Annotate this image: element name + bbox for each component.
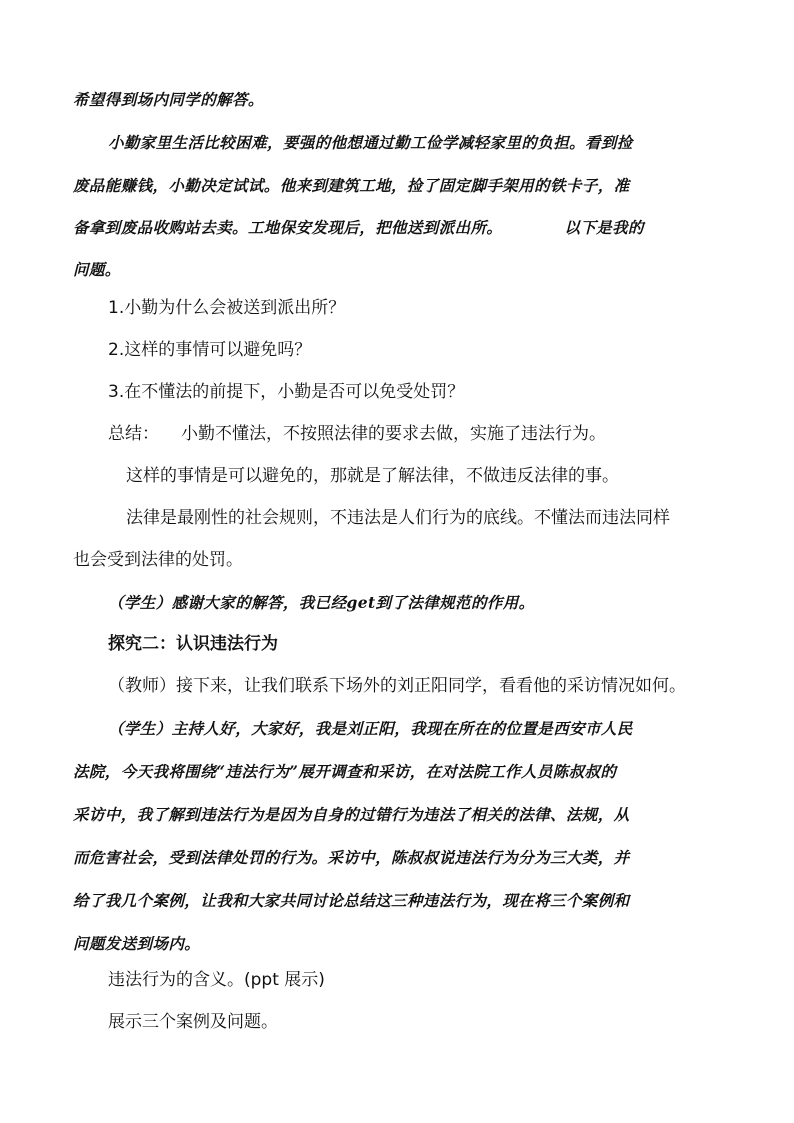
question-item: 1.小勤为什么会被送到派出所？ — [108, 298, 346, 318]
paragraph-line: 采访中，我了解到违法行为是因为自身的过错行为违法了相关的法律、法规，从 — [73, 805, 630, 824]
question-item: 2.这样的事情可以避免吗？ — [108, 340, 312, 360]
paragraph-line: 小勤家里生活比较困难，要强的他想通过勤工俭学减轻家里的负担。看到捡 — [108, 133, 633, 152]
paragraph-segment: 备拿到废品收购站去卖。工地保安发现后，把他送到派出所。 — [73, 218, 503, 237]
paragraph-segment: 以下是我的 — [564, 218, 644, 237]
summary-label: 总结： — [108, 424, 159, 444]
summary-text: 小勤不懂法，不按照法律的要求去做，实施了违法行为。 — [181, 424, 606, 444]
teacher-remark: （教师）接下来，让我们联系下场外的刘正阳同学，看看他的采访情况如何。 — [108, 676, 686, 696]
paragraph-line: 希望得到场内同学的解答。 — [73, 90, 264, 109]
paragraph-line: 展示三个案例及问题。 — [108, 1012, 278, 1032]
paragraph-line: 而危害社会，受到法律处罚的行为。采访中，陈叔叔说违法行为分为三大类，并 — [73, 848, 630, 867]
summary-line — [108, 422, 606, 446]
paragraph-line: 这样的事情是可以避免的，那就是了解法律，不做违反法律的事。 — [126, 466, 619, 486]
paragraph-line: 废品能赚钱，小勤决定试试。他来到建筑工地，捡了固定脚手架用的铁卡子，准 — [73, 176, 630, 195]
question-item: 3.在不懂法的前提下，小勤是否可以免受处罚？ — [108, 382, 465, 402]
student-remark: （学生）感谢大家的解答，我已经get到了法律规范的作用。 — [108, 593, 535, 612]
paragraph-line: 也会受到法律的处罚。 — [73, 550, 243, 570]
paragraph-line: 违法行为的含义。(ppt 展示) — [108, 970, 325, 990]
paragraph-line: 法院，今天我将围绕“违法行为”展开调查和采访，在对法院工作人员陈叔叔的 — [73, 762, 617, 781]
paragraph-line: 问题发送到场内。 — [73, 934, 201, 953]
paragraph-line: （学生）主持人好，大家好，我是刘正阳，我现在所在的位置是西安市人民 — [108, 719, 633, 738]
paragraph-line: 法律是最刚性的社会规则，不违法是人们行为的底线。不懂法而违法同样 — [126, 508, 670, 528]
paragraph-line — [73, 216, 644, 240]
paragraph-line: 给了我几个案例，让我和大家共同讨论总结这三种违法行为，现在将三个案例和 — [73, 891, 630, 910]
section-heading: 探究二：认识违法行为 — [108, 634, 278, 654]
paragraph-line: 问题。 — [73, 260, 121, 279]
